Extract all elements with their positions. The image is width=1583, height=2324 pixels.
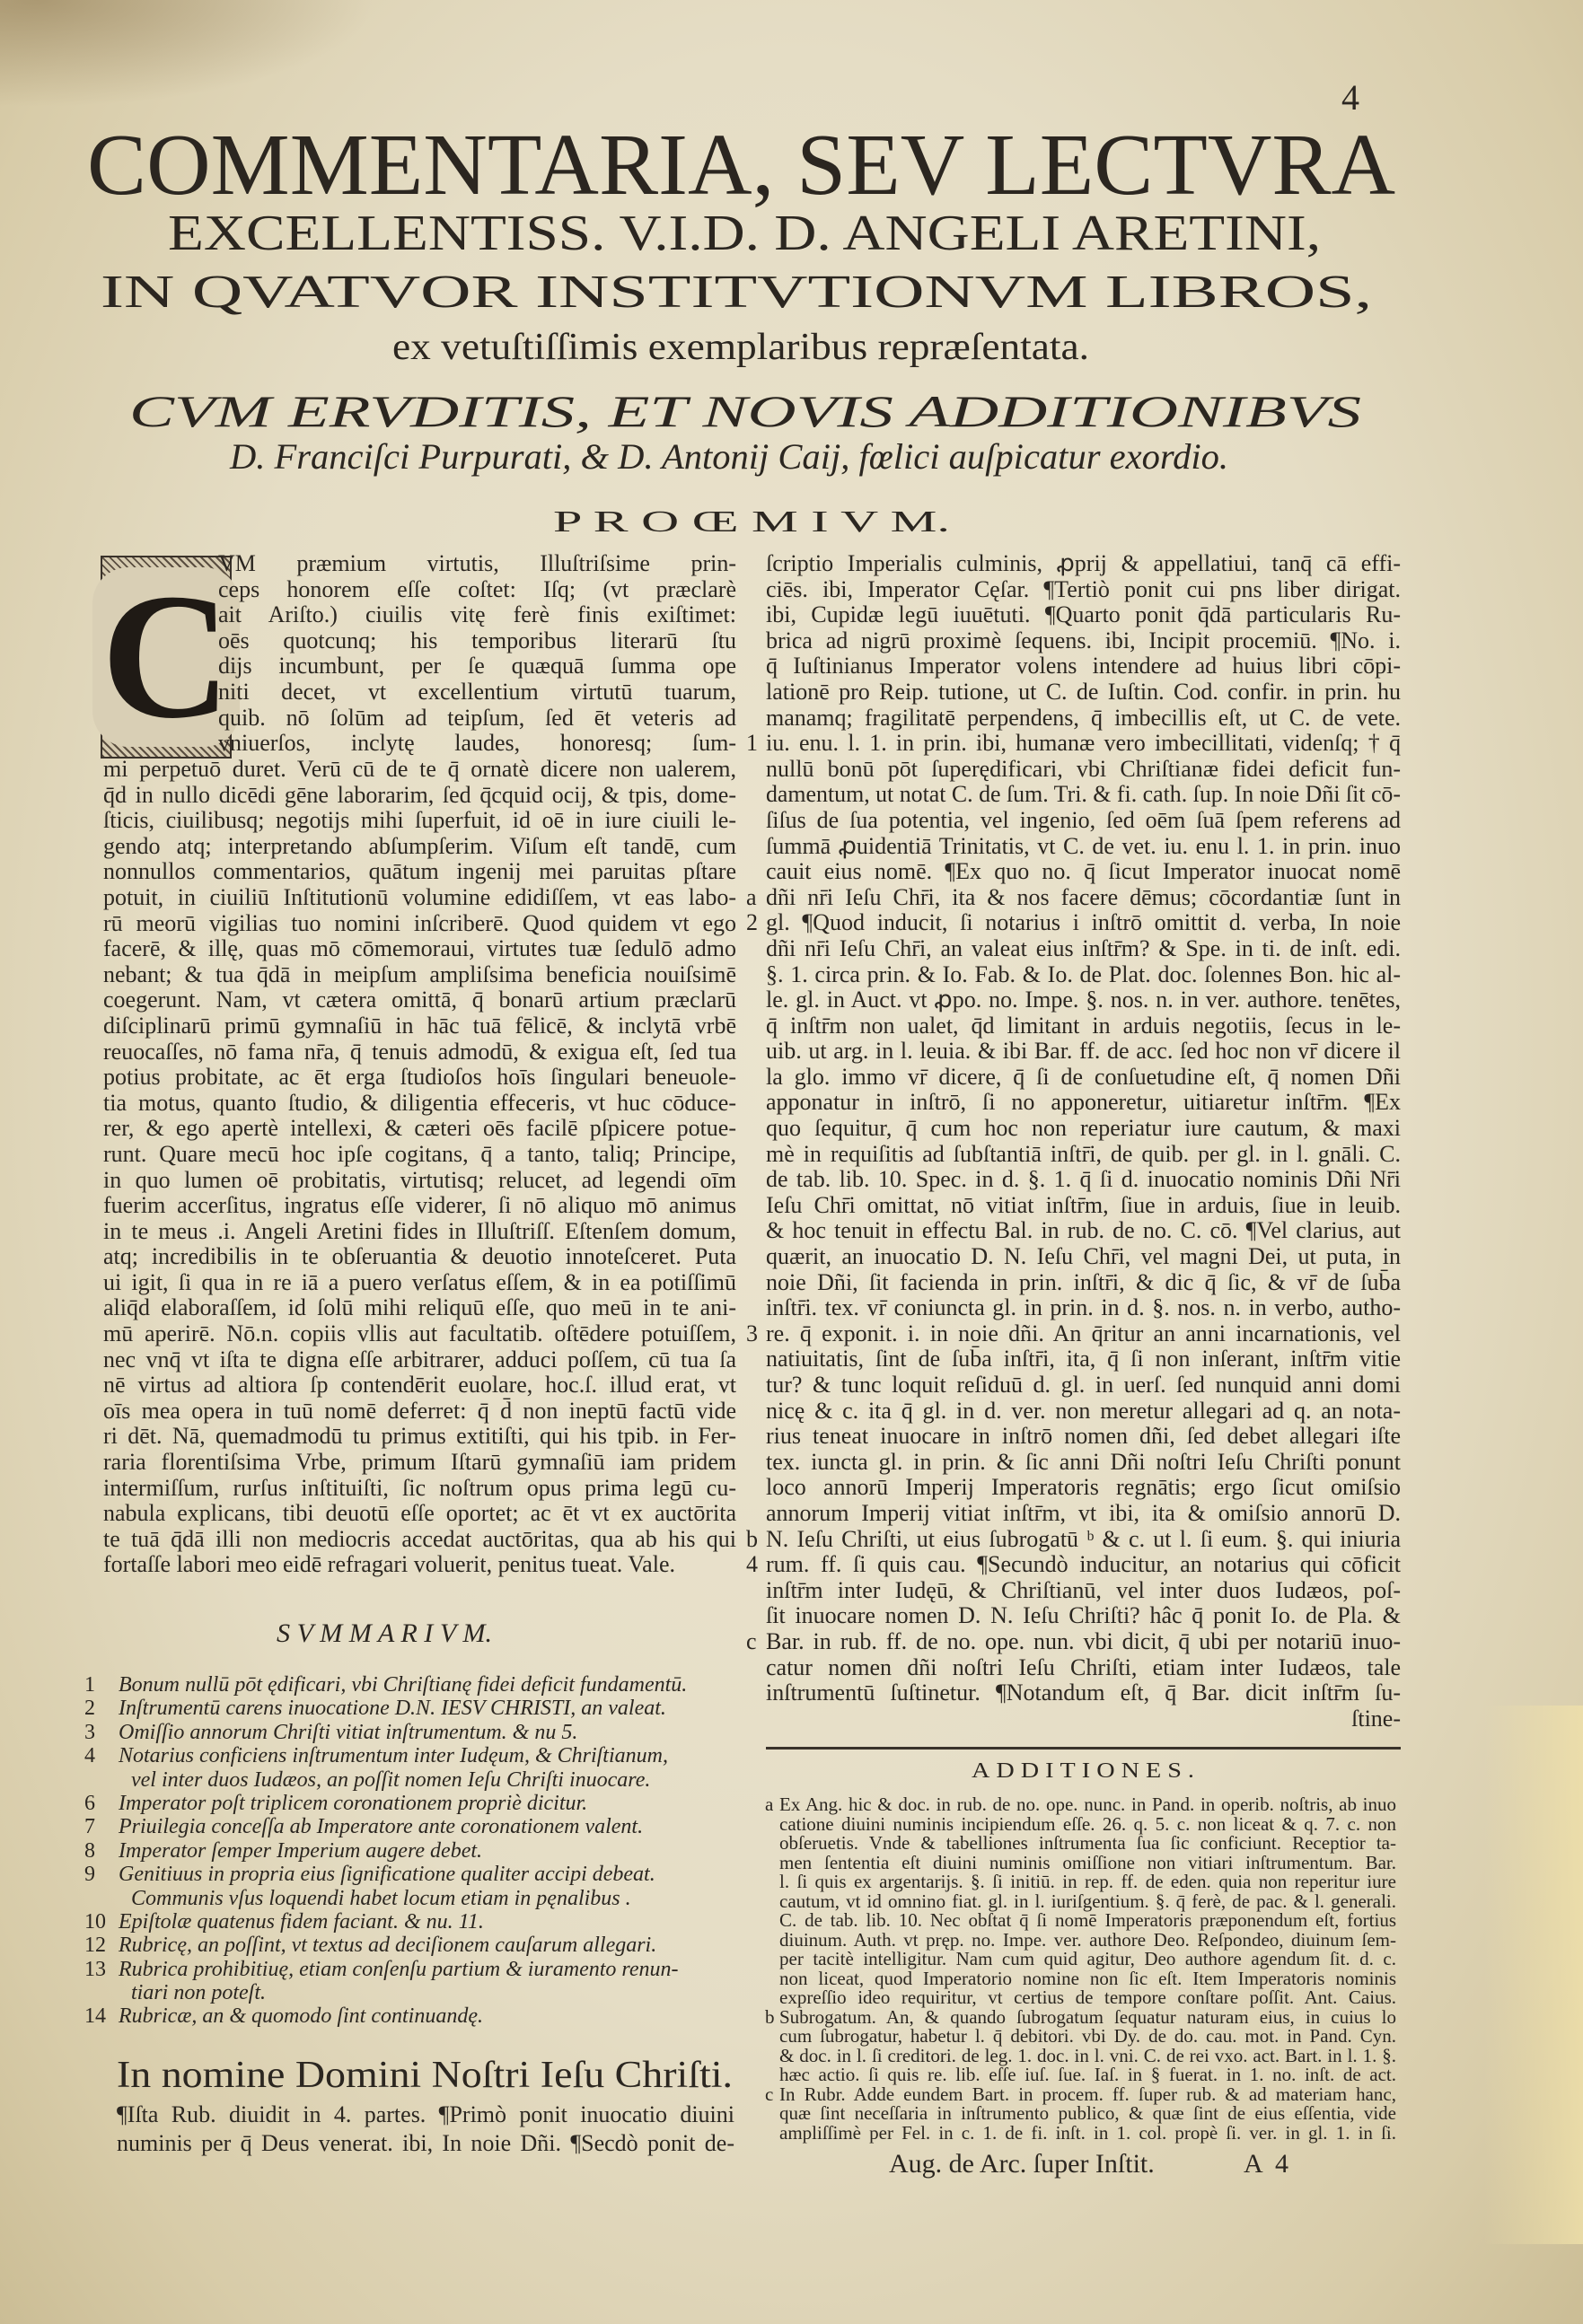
text-line-text: cauit eius nomē. ¶Ex quo no. q̄ ſicut Imperator inuocat nomē	[766, 858, 1401, 885]
title-line-3: IN QVATVOR INSTITVTIONVM LIBROS,	[101, 267, 1372, 318]
text-line-text: nē virtus ad altiora ſp contendērit euolare, hoc.ſ. illud erat, vt	[103, 1372, 736, 1399]
title-line-1: COMMENTARIA, SEV LECTVRA	[87, 117, 1395, 214]
text-line-text: uib. ut arg. in l. leuia. & ibi Bar. ff. de acc. ſed hoc non vr̄ dicere il	[766, 1038, 1401, 1065]
text-line-text: VM præmium virtutis, Illuſtriſsime prin-	[218, 550, 736, 576]
text-line	[766, 1244, 1401, 1270]
note-line-text: obſeruetis. Vnde & tabelliones inſtrumenta ſua ſic conficiunt. Receptior ta-	[779, 1832, 1396, 1854]
note-line-text: In Rubr. Adde eundem Bart. in procem. ff. ſuper rub. & ad materiam hanc,	[779, 2083, 1396, 2105]
summarium-heading: S V M M A R I V M.	[277, 1618, 492, 1648]
text-line-text: nec vnq̄ vt iſta te digna eſſe arbitrarer, adduci poſſem, cū tua ſa	[103, 1346, 736, 1372]
commentary-text	[746, 550, 1401, 1732]
summary-item	[119, 1768, 734, 1792]
text-line	[746, 1551, 1401, 1578]
summary-item-number: 2	[84, 1697, 95, 1721]
text-line-text: fuerim accerſitus, ingratus eſſe viderer, ſi nō aliquo mō animus	[103, 1192, 736, 1219]
text-line-text: aliq̄d elaboraſſem, id ſolū mihi reliquū eſſe, quo meū in te ani-	[103, 1294, 736, 1321]
text-line	[103, 885, 736, 911]
text-line	[103, 1193, 736, 1219]
text-line-text: ui igit, ſi qua in re iā a puero verſatus eſſem, & in ea potiſſimū	[103, 1268, 736, 1295]
text-line	[103, 1091, 736, 1117]
text-line-text: ſummā ꝓuidentiā Trinitatis, vt C. de vet. iu. enu l. 1. in prin. inuo	[766, 832, 1401, 859]
text-line	[766, 1218, 1401, 1244]
text-line	[103, 808, 736, 834]
summary-item	[119, 1981, 734, 2004]
text-line-text: catur nomen dñi noſtri Ieſu Chriſti, etiam inter Iudæos, tale	[766, 1653, 1401, 1680]
summary-item	[84, 1957, 734, 1981]
text-line	[103, 1116, 736, 1142]
text-line	[218, 551, 736, 577]
text-line	[218, 628, 736, 654]
text-line-text: diſciplinarū primū gymnaſiū in hāc tuā fēlicē, & inclytā vrbē	[103, 1012, 736, 1039]
text-line	[103, 1424, 736, 1450]
summary-item-text: Rubrica prohibitiuę, etiam conſenſu partium & iuramento renun-	[119, 1957, 679, 1981]
footer-running-title: Aug. de Arc. ſuper Inſtit.	[889, 2149, 1155, 2179]
text-line	[103, 1347, 736, 1373]
text-line	[766, 1501, 1401, 1527]
text-line-text: ſiſus de ſua potentia, vel ingenio, ſed oēm ſuā ſpem referens ad	[766, 806, 1401, 833]
summary-item	[119, 1887, 734, 1910]
summary-item-text: Rubricę, an poſſint, vt textus ad deciſionem cauſarum allegari.	[119, 1934, 657, 1958]
prooemium-dropcap-lines	[218, 551, 736, 757]
summary-item-text: Imperator poſt triplicem coronationem propriè dicitur.	[119, 1791, 588, 1815]
summary-item-number: 12	[84, 1934, 106, 1958]
text-line	[746, 1525, 1401, 1553]
summary-item-number: 6	[84, 1791, 95, 1815]
text-line	[766, 628, 1401, 654]
note-line-text: men ſententia eſt diuini numinis omiſſione non vitiari inſtrumentum. Bar.	[779, 1851, 1396, 1873]
text-line-text: quib. nō ſolūm ad teipſum, ſed ēt veteris ad	[218, 704, 736, 731]
text-line	[766, 1346, 1401, 1372]
text-line	[766, 1065, 1401, 1091]
note-line-text: quæ ſint neceſſaria in inſtrumento publico, & quæ ſint de eius eſſentia, vide	[779, 2102, 1396, 2124]
summary-item	[84, 1744, 734, 1768]
text-line-text: quo ſequitur, q̄ cum hoc non reperiatur iure cautum, & maxi	[766, 1115, 1401, 1142]
text-line	[103, 757, 736, 783]
text-line-text: gl. ¶Quod inducit, ſi notarius i inſtrō omittit d. verba, In noie	[766, 909, 1401, 936]
note-line	[779, 1812, 1396, 1835]
text-line-text: nebant; & tua q̄dā in meipſum ampliſsima beneficia nouiſsimē	[103, 960, 736, 987]
text-line	[766, 936, 1401, 962]
note-line	[779, 1950, 1396, 1969]
text-line-text: Bar. in rub. ff. de no. ope. nun. vbi dicit, q̄ ubi per notariū inuo-	[766, 1627, 1401, 1654]
text-line	[746, 730, 1401, 757]
note-line-text: cum ſubrogatur, habetur l. q̄ debitori. vbi Dy. de do. cau. mot. in Pand. Cyn.	[779, 2025, 1396, 2047]
text-line	[103, 987, 736, 1013]
summary-item	[84, 1697, 734, 1721]
text-line	[766, 1578, 1401, 1604]
text-line-text: manamq; fragilitatē perpendens, q̄ imbecillis eſt, ut C. de vete.	[766, 704, 1401, 731]
text-line-text: nicę & c. ita q̄ gl. in d. ver. non meretur allegari ad q. an nota-	[766, 1397, 1401, 1424]
text-line-text: tur? & tunc loquit reſiduū d. gl. in uerſ. ſed nunquid anni domi	[766, 1372, 1401, 1398]
summary-item	[84, 1673, 734, 1697]
title-line-6: D. Franciſci Purpurati, & D. Antonij Caij, fœlici auſpicatur exordio.	[230, 436, 1228, 477]
text-line	[766, 1372, 1401, 1399]
text-line	[218, 653, 736, 680]
text-line-text: le. gl. in Auct. vt ꝓpo. no. Impe. §. nos. n. in ver. authore. tenētes,	[766, 987, 1401, 1013]
text-line	[766, 808, 1401, 834]
note-line	[779, 2044, 1396, 2066]
text-line-text: §. 1. circa prin. & Io. Fab. & Io. de Plat. doc. ſolennes Bon. hic al-	[766, 960, 1401, 987]
note-line-text: Ex Ang. hic & doc. in rub. de no. ope. nunc. in Pand. in operib. noſtris, ab inuo	[779, 1793, 1396, 1815]
text-line-text: rius teneat inuocare in inſtrō nomen dñi, ſed debet allegari iſte	[766, 1423, 1401, 1450]
text-line-text: ciēs. ibi, Imperator Cęſar. ¶Tertiò ponit cui pns liber dirigat.	[766, 575, 1401, 602]
note-line-text: Subrogatum. An, & quando ſubrogatum ſequatur naturam eius, in cuius lo	[779, 2005, 1396, 2028]
text-line	[746, 1320, 1401, 1347]
text-line	[766, 1039, 1401, 1065]
summary-item-number: 8	[84, 1838, 95, 1863]
text-line-text: reuocaſſes, nō fama nr̄a, q̄ tenuis admodū, & exigua eſt, ſed tua	[103, 1038, 736, 1065]
summary-item-text: Genitiuus in propria eius ſignificatione qualiter accipi debeat.	[119, 1863, 655, 1887]
text-line-text: tia motus, quanto ſtudio, & diligentia effeceris, vt huc cōduce-	[103, 1089, 736, 1116]
summary-item	[84, 1863, 734, 1887]
note-marker: c	[765, 2083, 774, 2105]
text-line-text: tex. iuncta gl. in prin. & ſic anni Dñi noſtri Ieſu Chriſti ponunt	[766, 1448, 1401, 1475]
text-line-text: dijs incumbunt, per ſe quæquā ſumma ope	[218, 653, 736, 680]
text-line-text: oīs mea opera in tuū nomē deferret: q̄ d̄ non ineptū factū vide	[103, 1397, 736, 1424]
text-line	[218, 680, 736, 706]
summary-item-text: Imperator ſemper Imperium augere debet.	[119, 1838, 483, 1863]
text-line	[103, 1476, 736, 1502]
text-line	[103, 911, 736, 937]
additiones-heading: ADDITIONES.	[972, 1759, 1200, 1783]
note-line	[779, 2121, 1396, 2144]
note-line-text: l. ſi quis ex argentarijs. §. ſi initiū. in rep. ff. de eden. quia non reperitur iure	[779, 1871, 1396, 1892]
text-line	[218, 577, 736, 603]
note-line	[779, 1969, 1396, 1989]
text-line-text: niti decet, vt excellentium virtutū tuarum,	[218, 678, 736, 705]
text-line	[103, 1450, 736, 1476]
text-line-text: oēs quotcunq; his temporibus literarū ſtu	[218, 627, 736, 653]
text-line-text: ait Ariſto.) ciuilis vitę ferè finis exiſtimet:	[218, 601, 736, 628]
text-line-text: fortaſſe labori meo eidē refragari voluerit, penitus tueat. Vale.	[103, 1551, 675, 1578]
summary-item-text: Omiſſio annorum Chriſti vitiat inſtrumentum. & nu 5.	[119, 1720, 578, 1744]
text-line-text: raria florentiſsima Vrbe, primum Iſtarū gymnaſiū iam pridem	[103, 1449, 736, 1476]
text-line	[766, 680, 1401, 706]
text-line	[103, 1039, 736, 1066]
summary-item	[84, 2004, 734, 2029]
note-line-text: C. de tab. lib. 10. Nec obſtat q̄ ſi nomē Imperatoris præponendum eſt, fortius	[779, 1909, 1396, 1931]
text-line-text: ri dēt. Nā, quemadmodū tu primus extitiſti, qui his tpib. in Fer-	[103, 1423, 736, 1450]
text-line-text: iu. enu. l. 1. in prin. ibi, humanæ vero imbecillitati, videnſq; † q̄	[766, 730, 1401, 757]
note-marker: b	[765, 2005, 775, 2028]
text-line-text: inſtrumentū ſuſtinetur. ¶Notandum eſt, q̄ Bar. dicit inſtr̄m ſu-	[766, 1679, 1401, 1706]
text-line-text: apponatur in inſtrō, ſi no apponeretur, uitiaretur inſtr̄m. ¶Ex	[766, 1089, 1401, 1116]
note-line-text: expreſſio ideo requiritur, vt certius de tempore conſtare poſſit. Ant. Caius.	[779, 1986, 1396, 2008]
text-line-text: Ieſu Chr̄i omittat, nō vitiat inſtr̄m, ſiue in arduis, ſiue in leuib.	[766, 1191, 1401, 1218]
note-line	[779, 1928, 1396, 1951]
text-line-text: intermiſſum, rurſus inſtituiſti, ſic noſtrum opus prima legū cu-	[103, 1474, 736, 1501]
title-line-5: CVM ERVDITIS, ET NOVIS ADDITIONIBVS	[129, 386, 1361, 436]
summary-item-text: Rubricæ, an & quomodo ſint continuandę.	[119, 2004, 483, 2029]
text-line	[766, 1116, 1401, 1142]
note-line	[765, 2005, 1396, 2028]
text-line	[117, 2100, 734, 2129]
note-line-text: hæc actio. ſi quis re. lib. eſſe iuſ. ſue. Iaſ. in § fuerat. in 1. no. inſt. de act.	[779, 2064, 1396, 2085]
divider-rule	[766, 1747, 1401, 1750]
text-line-text: & hoc tenuit in effectu Bal. in rub. de no. C. cō. ¶Vel clarius, aut	[766, 1217, 1401, 1244]
text-line	[766, 1270, 1401, 1296]
text-line	[766, 1090, 1401, 1116]
text-line	[746, 909, 1401, 936]
note-line	[779, 1872, 1396, 1892]
text-line	[766, 757, 1401, 783]
note-line-text: per tacitè intelligitur. Nam cum quid agitur, Deo authore agendum ſit. d. c.	[779, 1948, 1396, 1969]
text-line-text: numinis per q̄ Deus venerat. ibi, In noie Dñi. ¶Secdò ponit de-	[117, 2130, 734, 2156]
text-line	[103, 1013, 736, 1039]
text-line	[766, 577, 1401, 603]
footer-signature: A 4	[1244, 2149, 1289, 2179]
summary-item-number: 9	[84, 1863, 95, 1887]
summary-item-number: 10	[84, 1909, 106, 1934]
text-line	[766, 1193, 1401, 1219]
text-line-text: q̄ inſtr̄m non ualet, q̄d limitant in arduis negotiis, ſecus in le-	[766, 1012, 1401, 1039]
note-marker: a	[765, 1793, 774, 1815]
margin-note-marker: 4	[746, 1551, 758, 1578]
note-line-text: non liceat, quod Imperatorio nomine non ſic eſt. Item Imperatoris nominis	[779, 1967, 1396, 1989]
text-line-text: rū meorū vigilias tuo nomini inſcriberē. Quod quidem vt ego	[103, 909, 736, 936]
text-line-text: rum. ff. ſi quis cau. ¶Secundò inducitur, an notarius qui cōficit	[766, 1551, 1401, 1578]
text-line-text: ſit inuocare nomen D. N. Ieſu Chriſti? hâc q̄ ponit Io. de Pla. &	[766, 1602, 1401, 1629]
note-line-text: & doc. in l. ſi creditori. de leg. 1. doc. in l. vni. C. de rei vxo. act. Bart. in l. 1. §.	[779, 2044, 1396, 2066]
summary-item	[84, 1838, 734, 1863]
summary-item-number: 7	[84, 1815, 95, 1839]
text-line	[766, 653, 1401, 680]
text-line	[103, 1372, 736, 1399]
text-line-text: in te meus .i. Angeli Aretini fides in Illuſtriſſ. Eſtenſem domum,	[103, 1217, 736, 1244]
text-line	[103, 834, 736, 860]
text-line-text: potuit, in ciuiliū Inſtitutionū volumine edidiſſem, vt eas labo-	[103, 883, 736, 910]
text-line	[103, 962, 736, 988]
text-line-text: inſtr̄i. tex. vr̄ coniuncta gl. in prin. in d. §. nos. n. in verbo, autho-	[766, 1294, 1401, 1321]
summary-item-number: 3	[84, 1720, 95, 1744]
text-line	[746, 883, 1401, 911]
text-line-text: nullū bonū pōt ſuperędificari, vbi Chriſtianæ fidei deficit fun-	[766, 755, 1401, 782]
text-line	[103, 1321, 736, 1347]
text-line-text: dñi nr̄i Ieſu Chr̄i, ita & nos facere dēmus; cōcordantiæ ſunt in	[766, 883, 1401, 910]
text-line-text: mi perpetuō duret. Verū cū de te q̄ ornatè dicere non ualerem,	[103, 756, 736, 782]
text-line-text: noie Dñi, ſit facienda in prin. inſtr̄i, & dic q̄ ſic, & vr̄ de ſub̄a	[766, 1268, 1401, 1295]
text-line-text: ibi, Cupidæ legū iuuētuti. ¶Quarto ponit q̄dā particularis Ru-	[766, 601, 1401, 628]
text-line	[218, 706, 736, 732]
summary-item-text: Inſtrumentū carens inuocatione D.N. IESV CHRISTI, an valeat.	[119, 1697, 666, 1721]
text-line-text: rer, & ego apertè intellexi, & cæteri oēs facilē pſpicere potue-	[103, 1115, 736, 1142]
text-line-text: ſcriptio Imperialis culminis, ꝓprij & appellatiui, tanq̄ cā effi-	[766, 550, 1401, 576]
summary-item	[84, 1791, 734, 1815]
text-line	[766, 1475, 1401, 1501]
text-line-text: dñi nr̄i Ieſu Chr̄i, an valeat eius inſtr̄m? & Spe. in ti. de inſt. edi.	[766, 934, 1401, 961]
note-line	[765, 2083, 1396, 2105]
text-line-text: natiuitatis, ſint de ſub̄a inſtr̄i, ita, q̄ ſi non inſerant, inſtr̄m vitie	[766, 1346, 1401, 1372]
text-line-text: mè in requiſitis ad ſubſtantiā inſtr̄i, de quib. per gl. in l. gnāli. C.	[766, 1140, 1401, 1167]
catchword: ſtine-	[1351, 1705, 1401, 1732]
text-line-text: q̄ Iuſtinianus Imperator volens intendere ad huius libri cōpi-	[766, 653, 1401, 680]
text-line	[766, 1399, 1401, 1425]
text-line-text: re. q̄ exponit. i. in noie dñi. An q̄ritur an anni incarnationis, vel	[766, 1320, 1401, 1346]
text-line-text: brica ad nigrū proximè ſequens. ibi, Incipit procemiū. ¶No. i.	[766, 627, 1401, 653]
title-line-2: EXCELLENTISS. V.I.D. D. ANGELI ARETINI,	[168, 206, 1322, 261]
text-line	[766, 1424, 1401, 1450]
note-line	[779, 1834, 1396, 1854]
paper-stain-top-left	[0, 0, 377, 108]
note-line	[779, 2027, 1396, 2047]
text-line-text: gendo atq; interpretando abſumpſerim. Viſum eſt tandē, cum	[103, 832, 736, 859]
summary-item-number: 1	[84, 1673, 95, 1697]
text-line	[103, 1399, 736, 1425]
text-line-text: inſtr̄m inter Iudęū, & Chriſtianū, vel inter duos Iudæos, poſ-	[766, 1576, 1401, 1603]
note-line	[779, 1988, 1396, 2008]
text-line	[103, 1142, 736, 1168]
summary-item	[84, 1720, 734, 1744]
text-line-text: N. Ieſu Chriſti, ut eius ſubrogatū ᵇ & c. ut l. ſi eum. §. qui iniuria	[766, 1525, 1401, 1552]
note-line	[779, 1851, 1396, 1873]
text-line	[103, 1552, 736, 1578]
text-line	[766, 834, 1401, 860]
text-line-text: coegerunt. Nam, vt cætera omittā, q̄ bonarū artium præclarū	[103, 987, 736, 1013]
text-line-text: nonnullos commentarios, quātum ingenij mei paruitas pſtare	[103, 858, 736, 885]
text-line-text: potius probitate, ac ēt erga ſtudioſos hoīs ſingulari beneuole-	[103, 1064, 736, 1091]
rubric-heading: In nomine Domini Noſtri Ieſu Chriſti.	[117, 2055, 733, 2096]
text-line-text: la glo. immo vr̄ dicere, q̄ ſi de conſuetudine eſt, q̄ nomen Dñi	[766, 1063, 1401, 1090]
text-line-text: quærit, an inuocatio D. N. Ieſu Chr̄i, vel magni Dei, ut puta, in	[766, 1243, 1401, 1270]
text-line-text: damentum, ut notat C. de ſum. Tri. & fi. cath. ſup. In noie Dñi ſit cō-	[766, 781, 1401, 808]
text-line	[103, 1065, 736, 1091]
decorated-initial: C	[101, 556, 232, 759]
summarium-list	[84, 1673, 734, 2029]
prooemium-text	[103, 757, 736, 1578]
text-line	[103, 936, 736, 962]
summary-item-text: Notarius conficiens inſtrumentum inter Iudęum, & Chriſtianum,	[119, 1744, 668, 1768]
note-line-text: ampliſſimè per Fel. in c. 1. de fi. inſt. in 1. col. propè ſi. ver. in gl. 1. in ſi.	[779, 2121, 1396, 2144]
text-line-text: ſticis, ciuilibusq; negotijs mihi ſuperfuit, id oē in iure ciuili le-	[103, 807, 736, 834]
margin-note-marker: 3	[746, 1320, 758, 1346]
text-line	[746, 1627, 1401, 1655]
note-line	[779, 1892, 1396, 1912]
text-line	[766, 962, 1401, 988]
text-line-text: ceps honorem eſſe coſtet: Iſq; (vt præclarè	[218, 575, 736, 602]
text-line-text: annorum Imperij vitiat inſtr̄m, vt ibi, ita & omiſsio annorū D.	[766, 1499, 1401, 1526]
text-line	[766, 1680, 1401, 1706]
title-line-4: ex vetuſtiſſimis exemplaribus repræſentata.	[392, 327, 1089, 368]
text-line	[218, 731, 736, 757]
text-line	[766, 602, 1401, 628]
text-line	[766, 1167, 1401, 1193]
margin-note-marker: 2	[746, 909, 758, 936]
margin-note-marker: a	[746, 883, 757, 910]
summary-item-text: Priuilegia conceſſa ab Imperatore ante coronationem valent.	[119, 1815, 644, 1839]
text-line	[218, 602, 736, 628]
text-line	[766, 1655, 1401, 1681]
summary-item	[84, 1909, 734, 1934]
text-line-text: vniuerſos, inclytę laudes, honoresq; ſum-	[218, 730, 736, 757]
summary-item-number: 13	[84, 1957, 106, 1981]
text-line	[766, 1142, 1401, 1168]
text-line	[766, 1295, 1401, 1321]
text-line-text: lationē pro Reip. tutione, ut C. de Iuſtin. Cod. confir. in prin. hu	[766, 678, 1401, 705]
note-line	[779, 1911, 1396, 1931]
text-line	[103, 1527, 736, 1553]
summary-item	[84, 1934, 734, 1958]
note-line-text: catione diuini numinis incipiendum eſſe. 26. q. 5. c. non liceat & q. 7. c. non	[779, 1812, 1396, 1835]
note-line-text: diuinum. Auth. vt pręp. no. Impe. ver. authore Deo. Reſpondeo, diuinum ſem-	[779, 1928, 1396, 1951]
summary-item-number: 4	[84, 1744, 95, 1768]
section-heading-prooemium: P R O Œ M I V M.	[553, 505, 950, 539]
text-line	[103, 1270, 736, 1296]
summary-item-text: Epiſtolæ quatenus fidem faciant. & nu. 11.	[119, 1909, 484, 1934]
text-line-text: runt. Quare mecū hoc ipſe cogitans, q̄ a tanto, taliq; Principe,	[103, 1140, 736, 1167]
text-line	[103, 1244, 736, 1270]
text-line-text: facerē, & illę, quas mō cōmemoraui, virtutes tuæ ſedulō admo	[103, 935, 736, 962]
text-line-text: nabula explicans, tibi deuotū eſſe oportet; ac ēt vt ex auctōrita	[103, 1500, 736, 1527]
text-line	[103, 783, 736, 809]
text-line	[766, 987, 1401, 1013]
text-line	[117, 2129, 734, 2158]
text-line	[103, 1501, 736, 1527]
summary-item-text: Communis vſus loquendi habet locum etiam in pęnalibus .	[131, 1886, 631, 1910]
text-line	[766, 551, 1401, 577]
text-line	[103, 1219, 736, 1245]
text-line-text: q̄d in nullo dicēdi gēne laborarim, ſed q̄cquid ocij, & tpis, dome-	[103, 781, 736, 808]
note-line	[779, 2065, 1396, 2085]
text-line-text: mū aperirē. Nō.n. copiis vllis aut facultatib. oſtēdere potuiſſem,	[103, 1320, 736, 1347]
page-number: 4	[1341, 77, 1359, 118]
summary-item	[84, 1815, 734, 1839]
text-line-text: loco annorū Imperij Imperatoris regnātis; ergo ſicut omiſsio	[766, 1474, 1401, 1501]
text-line-text: te tuā q̄dā illi non mediocris accedat auctōritas, qua ab his qui	[103, 1525, 736, 1552]
text-line-text: de tab. lib. 10. Spec. in d. §. 1. q̄ ſi d. inuocatio nominis Dñi Nr̄i	[766, 1166, 1401, 1193]
text-line	[766, 1603, 1401, 1629]
text-line-text: in quo lumen oē probitatis, virtutisq; relucet, ad legendi oīm	[103, 1166, 736, 1193]
text-line	[766, 1450, 1401, 1476]
text-line	[766, 859, 1401, 885]
rubric-text	[117, 2100, 734, 2158]
paper-edge-right	[1484, 1706, 1583, 2244]
note-line-text: cautum, vt id omnino fiat. gl. in l. iuriſgentium. §. q̄ ferè, de pac. & l. generali.	[779, 1890, 1396, 1912]
text-line	[103, 859, 736, 885]
note-line	[765, 1793, 1396, 1815]
text-line-text: ¶Iſta Rub. diuidit in 4. partes. ¶Primò ponit inuocatio diuini	[117, 2101, 734, 2127]
margin-note-marker: 1	[746, 730, 758, 757]
text-line	[766, 706, 1401, 732]
margin-note-marker: b	[746, 1525, 758, 1552]
additiones-notes	[765, 1793, 1396, 2144]
text-line	[103, 1295, 736, 1321]
summary-item-text: tiari non poteſt.	[131, 1981, 266, 2005]
note-line	[779, 2104, 1396, 2124]
margin-note-marker: c	[746, 1627, 757, 1654]
summary-item-text: vel inter duos Iudæos, an poſſit nomen Ieſu Chriſti inuocare.	[131, 1767, 651, 1792]
text-line	[766, 1013, 1401, 1039]
summary-item-text: Bonum nullū pōt ędificari, vbi Chriſtianę fidei deficit fundamentū.	[119, 1673, 688, 1697]
text-line	[766, 782, 1401, 808]
summary-item-number: 14	[84, 2004, 106, 2029]
text-line	[103, 1168, 736, 1194]
text-line-text: atq; incredibilis in te obſeruantia & deuotio innoteſceret. Puta	[103, 1243, 736, 1270]
